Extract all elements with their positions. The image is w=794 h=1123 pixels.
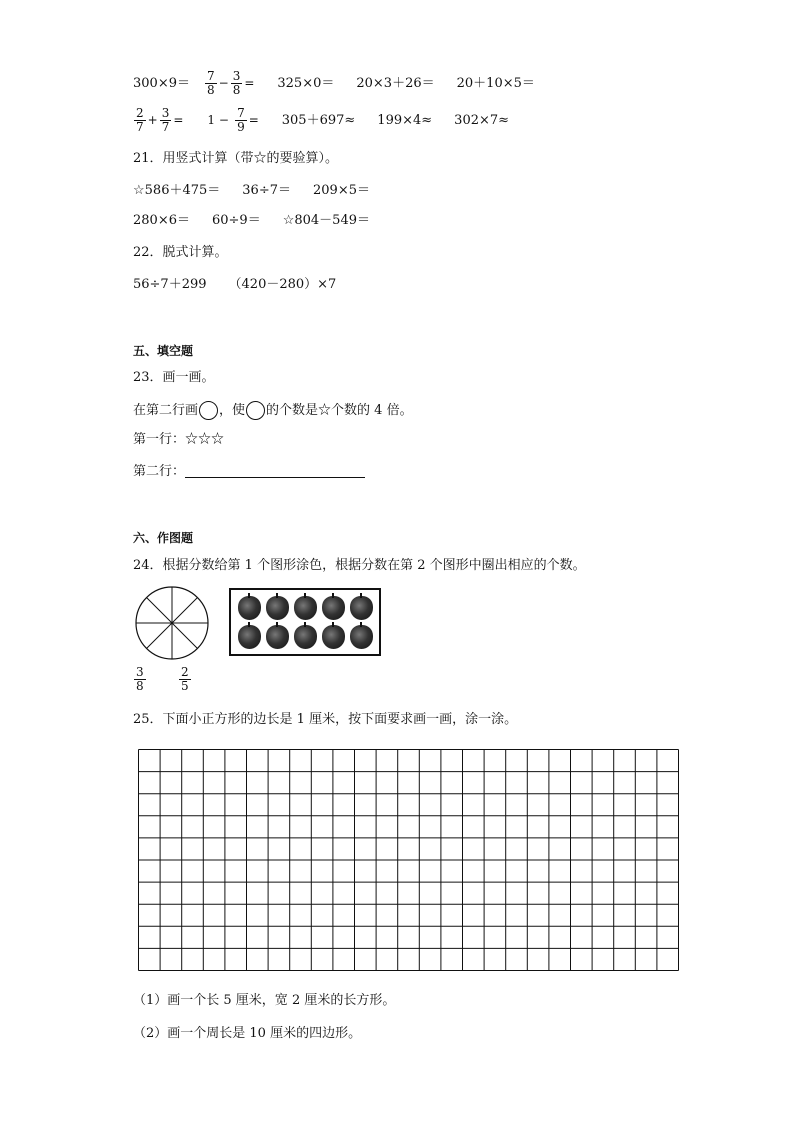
numerator: 3: [136, 665, 144, 679]
question-25-title: 25．下面小正方形的边长是 1 厘米，按下面要求画一画，涂一涂。: [133, 712, 518, 727]
fraction: [160, 107, 172, 133]
apple-icon[interactable]: [350, 596, 373, 620]
row1-label: 第一行：☆☆☆: [133, 432, 225, 447]
denominator: 7: [161, 119, 170, 134]
fraction: [231, 70, 243, 96]
instruction-text: 在第二行画: [133, 403, 199, 418]
apple-icon[interactable]: [266, 596, 289, 620]
fraction-3-8: [133, 666, 147, 692]
expr: （420－280）×7: [228, 277, 337, 292]
expr: 20＋10×5＝: [456, 75, 535, 91]
operator: +: [147, 112, 158, 127]
expr: 280×6＝: [133, 213, 190, 228]
section-6-title: 六、作图题: [133, 531, 194, 545]
expr: 300×9＝: [133, 75, 190, 91]
fraction-2-5: [178, 666, 192, 692]
q25-item-2: （2）画一个周长是 10 厘米的四边形。: [133, 1026, 362, 1041]
apple-icon[interactable]: [294, 596, 317, 620]
denominator: 9: [237, 119, 245, 134]
expr: 305＋697≈: [281, 112, 356, 128]
q21-row2: [133, 214, 392, 227]
instruction-text: 的个数是☆个数的 4 倍。: [266, 403, 413, 418]
expr: 60÷9＝: [211, 213, 261, 228]
expr: ☆804－549＝: [282, 213, 370, 228]
expr: 36÷7＝: [242, 183, 291, 198]
row2-label: 第二行：: [133, 464, 186, 479]
apple-icon[interactable]: [322, 625, 345, 649]
numerator: 3: [232, 69, 241, 83]
circle-icon: [199, 401, 218, 420]
section-5-title: 五、填空题: [133, 344, 194, 358]
square-grid[interactable]: [137, 748, 681, 972]
row2-answer: [133, 465, 365, 478]
q21-row1: [133, 184, 392, 197]
question-22-title: 22．脱式计算。: [133, 245, 228, 260]
numerator: 7: [206, 69, 215, 83]
equals: =: [244, 75, 255, 90]
question-23-instruction: [133, 401, 413, 420]
apple-icon[interactable]: [266, 625, 289, 649]
denominator: 8: [136, 678, 144, 693]
expr: ☆586＋475＝: [133, 183, 221, 198]
numerator: 3: [161, 106, 170, 120]
denominator: 8: [206, 82, 215, 97]
expr: 209×5＝: [313, 183, 370, 198]
expr: 325×0＝: [277, 75, 335, 91]
numerator: 7: [237, 106, 245, 120]
q22-exprs: [133, 278, 358, 291]
denominator: 5: [181, 678, 189, 693]
numerator: 2: [181, 665, 189, 679]
apple-box[interactable]: [229, 588, 381, 656]
question-21-title: 21．用竖式计算（带☆的要验算）。: [133, 151, 339, 166]
operator: 1 −: [207, 112, 229, 127]
fraction-expression: [204, 70, 255, 96]
equals: =: [173, 112, 184, 127]
q20-row1: [133, 70, 557, 96]
eighths-circle[interactable]: [134, 585, 212, 663]
instruction-text: ，使: [219, 403, 246, 418]
expr: 302×7≈: [454, 112, 510, 128]
answer-line[interactable]: [185, 465, 365, 478]
operator: −: [218, 75, 229, 90]
denominator: 8: [232, 82, 241, 97]
fraction: [134, 107, 146, 133]
apple-icon[interactable]: [322, 596, 345, 620]
expr: 20×3＋26＝: [356, 75, 435, 91]
expr: 56÷7＋299: [133, 277, 207, 292]
fraction-expression: [133, 107, 184, 133]
denominator: 7: [136, 119, 144, 134]
fraction: [179, 666, 191, 692]
fraction: [235, 107, 247, 133]
circle-icon: [246, 401, 265, 420]
fraction: [134, 666, 146, 692]
question-23-title: 23．画一画。: [133, 370, 215, 385]
expr: 199×4≈: [377, 112, 433, 128]
fraction-expression: [206, 107, 259, 133]
q20-row2: [133, 107, 531, 133]
equals: =: [248, 112, 259, 127]
apple-icon[interactable]: [238, 596, 261, 620]
q25-item-1: （1）画一个长 5 厘米，宽 2 厘米的长方形。: [133, 993, 396, 1008]
numerator: 2: [136, 106, 144, 120]
apple-icon[interactable]: [294, 625, 317, 649]
apple-icon[interactable]: [350, 625, 373, 649]
question-24-title: 24．根据分数给第 1 个图形涂色，根据分数在第 2 个图形中圈出相应的个数。: [133, 558, 586, 573]
apple-icon[interactable]: [238, 625, 261, 649]
fraction: [205, 70, 217, 96]
